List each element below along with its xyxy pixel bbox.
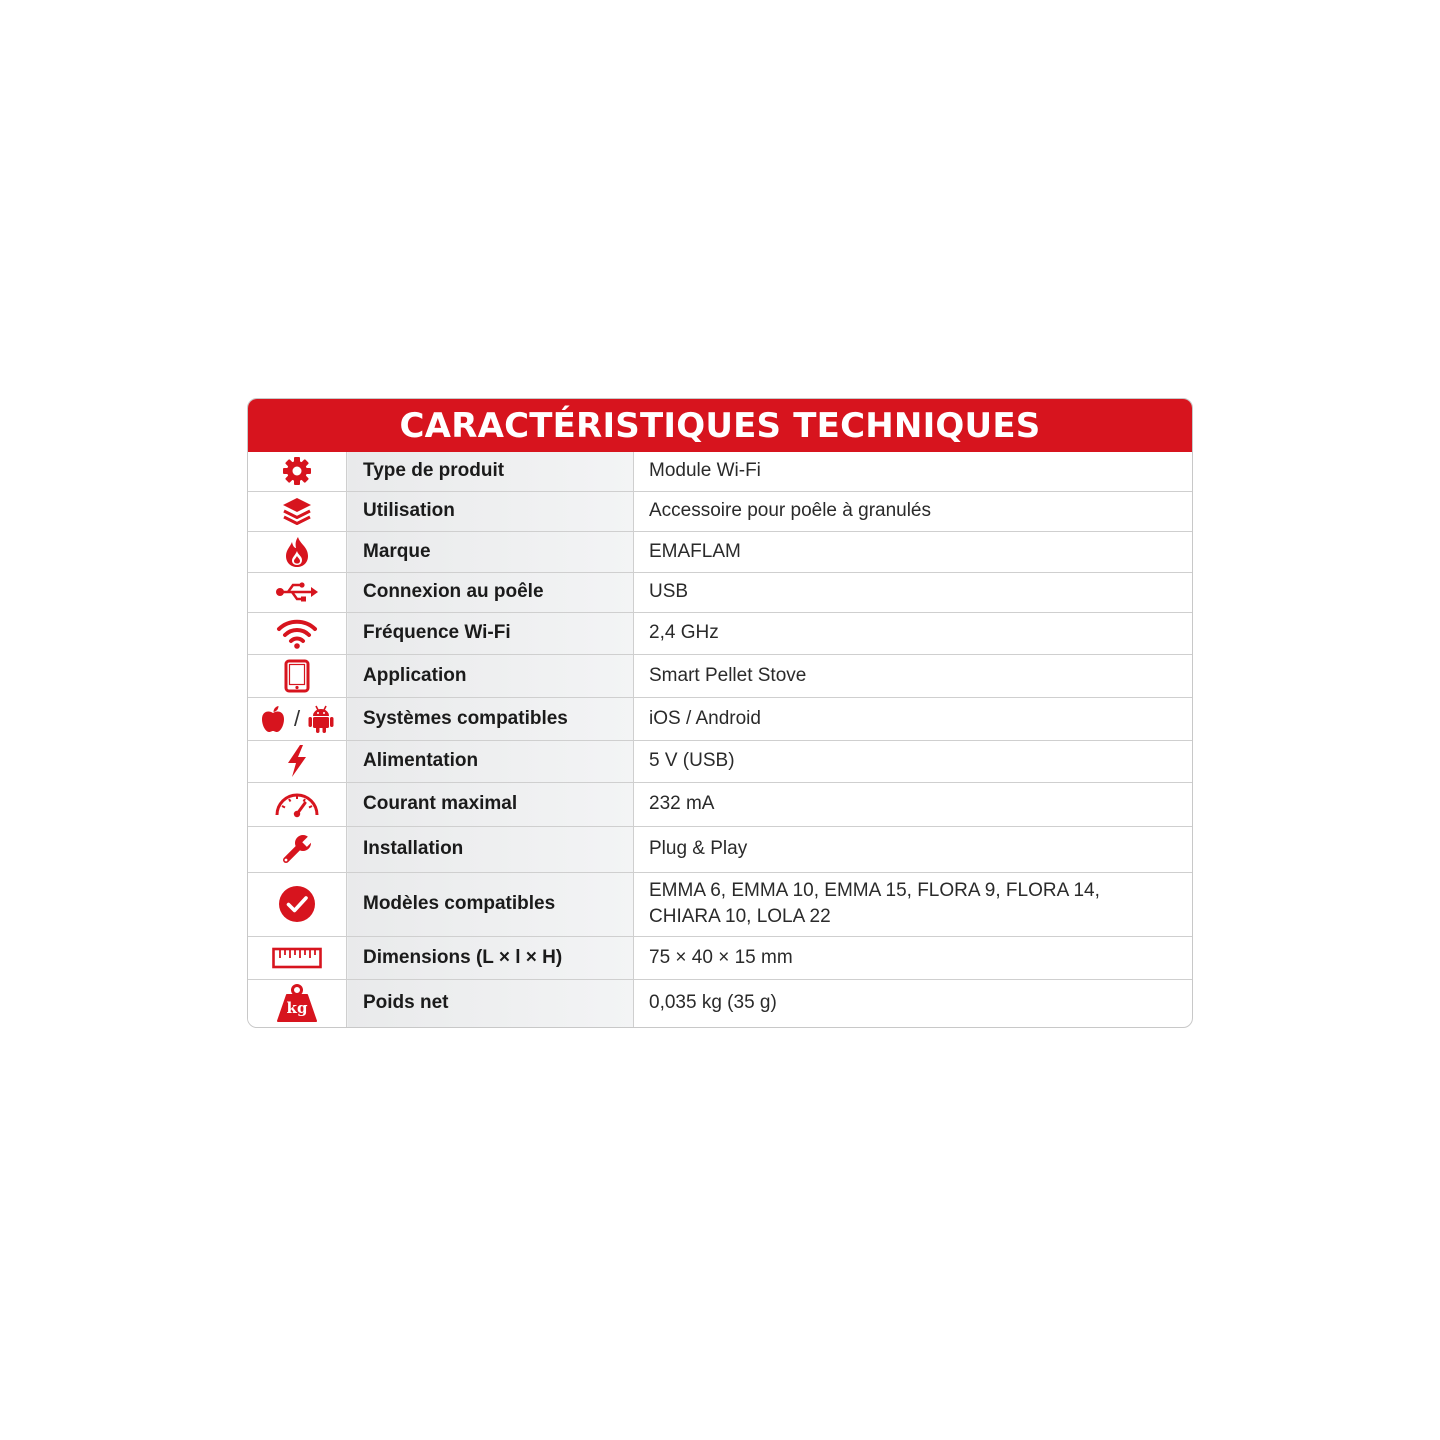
row-value-line: EMMA 6, EMMA 10, EMMA 15, FLORA 9, FLORA 14, (649, 880, 1100, 901)
row-label: Type de produit (347, 452, 634, 491)
table-row (248, 491, 1192, 531)
gear-icon (281, 455, 313, 487)
row-value: 232 mA (634, 782, 1193, 826)
row-label: Utilisation (347, 491, 634, 531)
android-icon (308, 704, 334, 734)
table-row (248, 452, 1192, 491)
row-value: Smart Pellet Stove (634, 654, 1193, 697)
table-row (248, 531, 1192, 572)
specs-title: CARACTÉRISTIQUES TECHNIQUES (248, 399, 1192, 452)
weight-icon (276, 983, 318, 1023)
specs-table (248, 452, 1192, 1027)
row-label: Application (347, 654, 634, 697)
row-value: EMAFLAM (634, 531, 1193, 572)
table-row (248, 697, 1192, 740)
row-value: 5 V (USB) (634, 740, 1193, 782)
row-label: Poids net (347, 979, 634, 1027)
flame-icon (283, 536, 311, 568)
row-label: Fréquence Wi-Fi (347, 612, 634, 654)
row-value: 75 × 40 × 15 mm (634, 936, 1193, 979)
row-value: Accessoire pour poêle à granulés (634, 491, 1193, 531)
row-value: iOS / Android (634, 697, 1193, 740)
row-label: Systèmes compatibles (347, 697, 634, 740)
table-row (248, 936, 1192, 979)
row-value: 0,035 kg (35 g) (649, 992, 777, 1014)
ruler-icon (272, 947, 322, 969)
row-label: Marque (347, 531, 634, 572)
gauge-icon (274, 790, 320, 818)
check-circle-icon (278, 885, 316, 923)
table-row (248, 612, 1192, 654)
row-label: Courant maximal (347, 782, 634, 826)
table-row (248, 872, 1192, 936)
wifi-icon (276, 617, 318, 649)
row-label: Installation (347, 826, 634, 872)
table-row (248, 826, 1192, 872)
wrench-icon (280, 832, 314, 866)
specs-card (247, 398, 1193, 1028)
usb-icon (275, 581, 319, 603)
row-label: Dimensions (L × l × H) (347, 936, 634, 979)
row-value: Module Wi-Fi (634, 452, 1193, 491)
tablet-icon (284, 659, 310, 693)
row-value: 2,4 GHz (634, 612, 1193, 654)
apple-icon (260, 705, 286, 733)
table-row (248, 979, 1192, 1027)
table-row (248, 572, 1192, 612)
table-row (248, 654, 1192, 697)
row-value: Plug & Play (634, 826, 1193, 872)
os-separator: / (293, 705, 301, 731)
table-row (248, 740, 1192, 782)
weight-label: kg (286, 999, 308, 1018)
row-value (634, 872, 1193, 936)
lightning-icon (285, 744, 309, 778)
layers-icon (281, 496, 313, 526)
row-value-line: CHIARA 10, LOLA 22 (649, 906, 831, 927)
row-label: Alimentation (347, 740, 634, 782)
table-row (248, 782, 1192, 826)
row-value: USB (634, 572, 1193, 612)
row-label: Modèles compatibles (347, 872, 634, 936)
row-label: Connexion au poêle (347, 572, 634, 612)
